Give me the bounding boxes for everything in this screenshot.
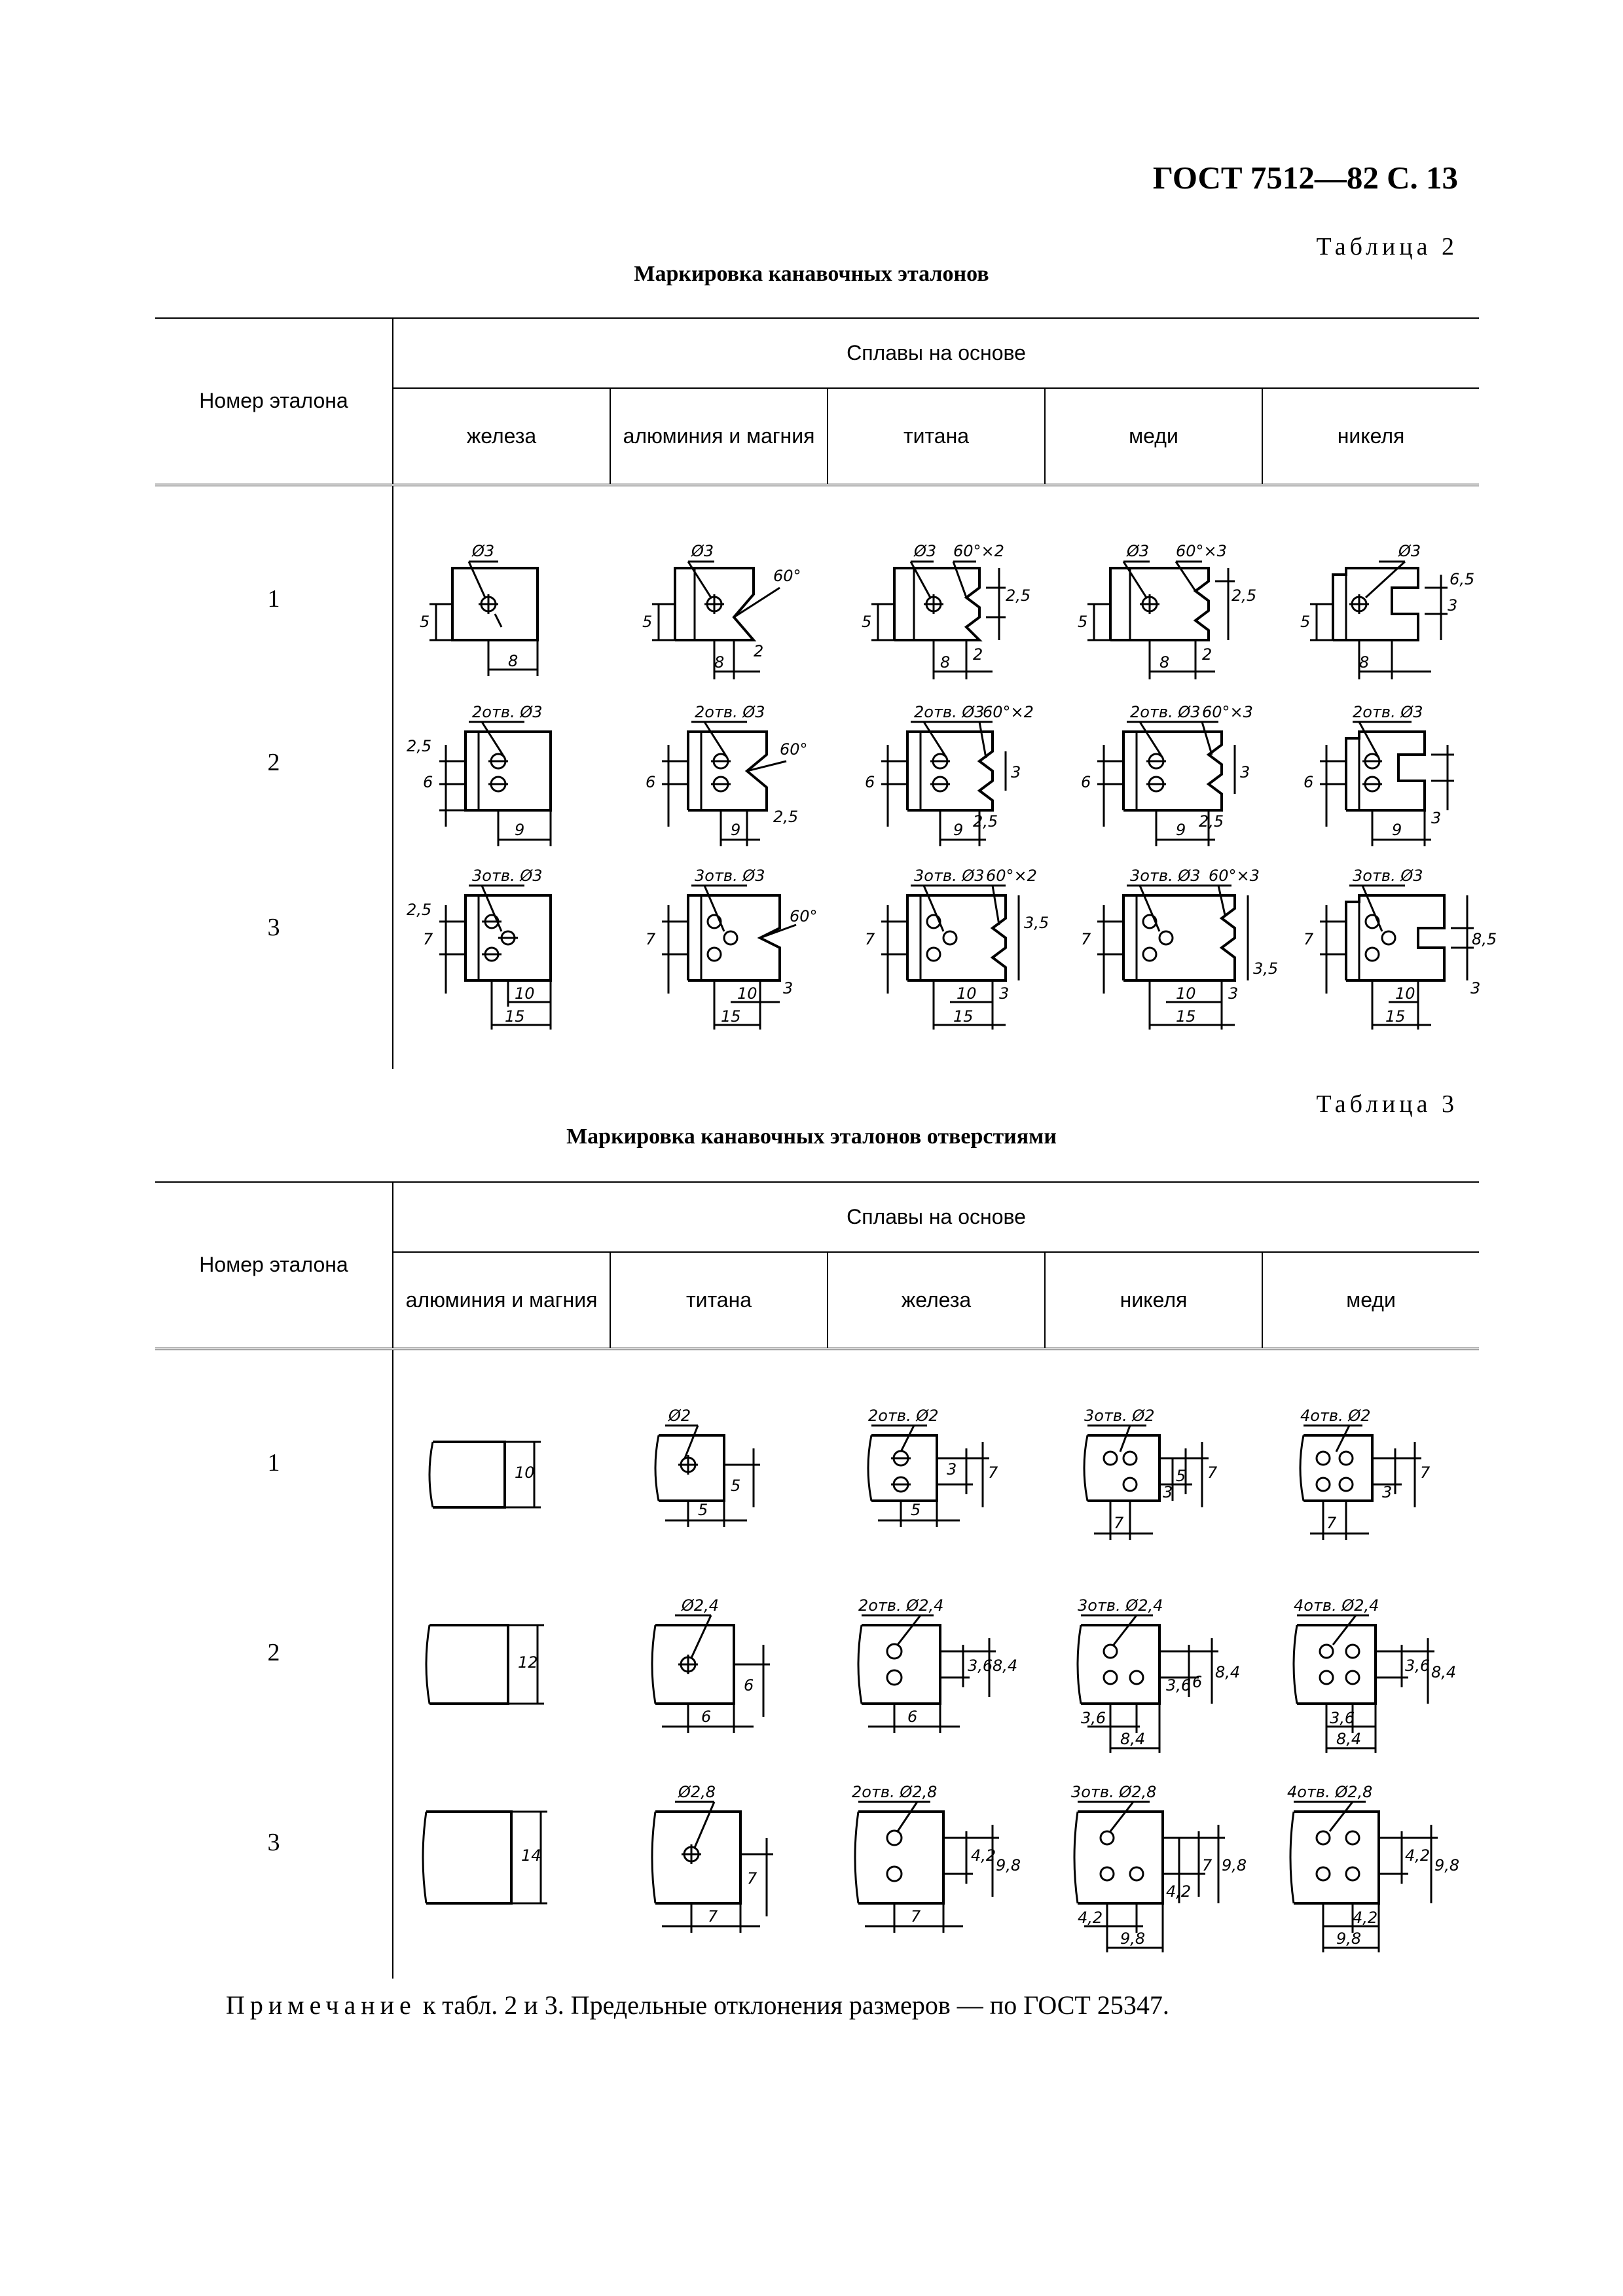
t2-al-r2-angle: 60°	[780, 740, 808, 759]
t2-cu-r1-dia: Ø3	[1127, 542, 1150, 560]
t3-fe-r2-holes: 2отв. Ø2,4	[858, 1596, 944, 1615]
t2-cu-r2-n6: 6	[1081, 773, 1091, 791]
t2-al-r1-n5: 5	[642, 613, 653, 631]
t2-titanium-r3	[865, 867, 1049, 1030]
t2-ni-r1-dia: Ø3	[1398, 542, 1421, 560]
t2-al-r3-angle: 60°	[790, 907, 818, 925]
t2-al-r2-n6: 6	[646, 773, 656, 791]
t2-iron-r3-holes: 3отв. Ø3	[472, 867, 543, 885]
t3-cu-r2-holes: 4отв. Ø2,4	[1294, 1596, 1379, 1615]
t2-iron-r2	[407, 703, 551, 846]
t2-iron-r1-dia: Ø3	[472, 542, 495, 560]
t2-cu-r3-angle: 60°×3	[1209, 867, 1260, 885]
table2-row-numbers	[155, 485, 393, 1069]
t2-iron-r3	[407, 867, 551, 1030]
t3-al-r1	[429, 1442, 541, 1507]
page-header: ГОСТ 7512—82 С. 13	[1152, 160, 1458, 196]
t2-ti-r3-n35: 3,5	[1024, 914, 1049, 932]
table3-header-group: Сплавы на основе	[393, 1182, 1479, 1252]
t2-ni-r3-holes: 3отв. Ø3	[1353, 867, 1423, 885]
table2-label: Таблица 2	[1316, 233, 1458, 260]
t3-ni-r2	[1078, 1596, 1240, 1753]
table2-header-group: Сплавы на основе	[393, 318, 1479, 388]
t2-al-r3-n10: 10	[737, 984, 757, 1003]
table3-drawings	[393, 1349, 1479, 1979]
t2-iron-r2-holes: 2отв. Ø3	[472, 703, 543, 721]
t2-aluminium-r1	[642, 542, 801, 679]
t3-fe-r3-n7: 7	[911, 1907, 921, 1926]
t2-cu-r3-n3: 3	[1228, 984, 1239, 1003]
t2-cu-r2-n3: 3	[1240, 763, 1250, 781]
t2-ti-r3-angle: 60°×2	[986, 867, 1037, 885]
t3-ni-r2-n36b: 3,6	[1081, 1709, 1106, 1727]
t3-ti-r1-dia: Ø2	[668, 1407, 691, 1425]
t2-ni-r1-n8: 8	[1359, 653, 1370, 672]
t3-fe-r1-n5: 5	[911, 1501, 921, 1519]
t2-iron-r2-n9: 9	[515, 821, 525, 839]
table2-header-number: Номер эталона	[155, 318, 393, 485]
table2-col-iron: железа	[393, 388, 610, 485]
t3-fe-r2-n84: 8,4	[993, 1657, 1018, 1675]
t2-cu-r3-holes: 3отв. Ø3	[1130, 867, 1201, 885]
t3-fe-r3-n98: 9,8	[996, 1856, 1021, 1874]
table3-row-numbers	[155, 1349, 393, 1979]
t3-fe-r3	[852, 1783, 1021, 1933]
t3-cu-r3-holes: 4отв. Ø2,8	[1287, 1783, 1373, 1801]
t3-ti-r3-n7: 7	[747, 1869, 757, 1888]
t2-ni-r2-n9: 9	[1392, 821, 1402, 839]
t2-cu-r2-n25: 2,5	[1199, 812, 1224, 831]
t3-ni-r1-n7b: 7	[1114, 1514, 1124, 1532]
table3-row-2: 2	[267, 1639, 280, 1666]
t2-ti-r3-n3: 3	[999, 984, 1010, 1003]
t3-cu-r2-n36: 3,6	[1405, 1657, 1431, 1675]
t3-cu-r1-holes: 4отв. Ø2	[1300, 1407, 1371, 1425]
t2-iron-r3-n25: 2,5	[407, 901, 432, 919]
t3-fe-r1	[868, 1407, 998, 1527]
t3-cu-r2	[1294, 1596, 1456, 1753]
t2-cu-r1-angle: 60°×3	[1176, 542, 1227, 560]
t2-iron-r2-n6: 6	[423, 773, 433, 791]
table3-row-1: 1	[267, 1449, 280, 1477]
t3-ni-r3	[1071, 1783, 1247, 1952]
t3-cu-r1-n7: 7	[1420, 1463, 1431, 1482]
t3-ni-r3-holes: 3отв. Ø2,8	[1071, 1783, 1157, 1801]
t3-ti-r2-dia: Ø2,4	[682, 1596, 720, 1615]
t3-ni-r2-n84: 8,4	[1215, 1663, 1241, 1681]
t2-iron-r3-n10: 10	[515, 984, 535, 1003]
t2-cu-r1-n8: 8	[1159, 653, 1170, 672]
table3-col-iron: железа	[828, 1252, 1045, 1349]
t2-al-r2-holes: 2отв. Ø3	[695, 703, 765, 721]
t3-ti-r3-dia: Ø2,8	[678, 1783, 716, 1801]
t2-iron-r1-n8: 8	[508, 652, 519, 670]
t2-ti-r1-n8: 8	[940, 653, 951, 672]
t2-cu-r3-n15: 15	[1176, 1007, 1196, 1026]
t3-fe-r2-n6: 6	[907, 1708, 918, 1726]
t3-cu-r3	[1287, 1783, 1459, 1952]
t2-copper-r3	[1081, 867, 1278, 1030]
table2-col-nickel: никеля	[1262, 388, 1479, 485]
table2-row-3: 3	[267, 914, 280, 941]
t2-ti-r1-n25: 2,5	[1006, 586, 1031, 605]
t2-ti-r1-n2: 2	[973, 645, 983, 664]
t2-al-r3-n7: 7	[646, 930, 656, 948]
t2-cu-r3-n7: 7	[1081, 930, 1091, 948]
t2-ni-r1-n3: 3	[1448, 596, 1458, 615]
t2-ni-r2-holes: 2отв. Ø3	[1353, 703, 1423, 721]
t2-iron-r1	[420, 542, 538, 676]
t3-ni-r2-holes: 3отв. Ø2,4	[1078, 1596, 1163, 1615]
t2-cu-r1-n2: 2	[1202, 645, 1213, 664]
t2-cu-r3-n10: 10	[1176, 984, 1196, 1003]
t2-ti-r2-n9: 9	[953, 821, 964, 839]
t2-ti-r2-holes: 2отв. Ø3	[914, 703, 985, 721]
footnote	[226, 1990, 1169, 2020]
t3-cu-r3-n98: 9,8	[1434, 1856, 1460, 1874]
t2-nickel-r2	[1304, 703, 1454, 846]
t2-ni-r3-n3: 3	[1470, 979, 1481, 997]
t3-al-r1-n10: 10	[515, 1463, 535, 1482]
t2-ti-r3-n10: 10	[957, 984, 977, 1003]
t3-fe-r3-holes: 2отв. Ø2,8	[852, 1783, 938, 1801]
t2-al-r1-n8: 8	[714, 653, 725, 672]
t3-al-r3	[423, 1812, 547, 1903]
t2-iron-r3-n7: 7	[423, 930, 433, 948]
table3-col-aluminium: алюминия и магния	[393, 1252, 610, 1349]
table3-col-titanium: титана	[610, 1252, 828, 1349]
t2-al-r2-n9: 9	[731, 821, 741, 839]
table3-row-3: 3	[267, 1829, 280, 1856]
table2-row-2: 2	[267, 749, 280, 776]
t3-cu-r3-n98b: 9,8	[1336, 1929, 1362, 1948]
t2-al-r2-n25: 2,5	[773, 808, 799, 826]
table2-row-1: 1	[267, 585, 280, 613]
t2-ti-r1-angle: 60°×2	[953, 542, 1004, 560]
t3-ti-r1	[655, 1407, 760, 1527]
table3-label: Таблица 3	[1316, 1090, 1458, 1118]
t2-ti-r2-n3: 3	[1011, 763, 1021, 781]
t2-cu-r1-n25: 2,5	[1231, 586, 1257, 605]
t3-ti-r3-n7b: 7	[708, 1907, 718, 1926]
t2-cu-r2-n9: 9	[1176, 821, 1186, 839]
t2-ti-r2-angle: 60°×2	[983, 703, 1034, 721]
t3-cu-r1-n7b: 7	[1326, 1514, 1337, 1532]
table2-drawings-svg	[393, 486, 1497, 1069]
t3-ti-r1-n5b: 5	[698, 1501, 708, 1519]
t3-fe-r1-holes: 2отв. Ø2	[868, 1407, 939, 1425]
t2-copper-r2	[1081, 703, 1253, 846]
t3-ni-r2-n84b: 8,4	[1120, 1730, 1146, 1748]
t3-fe-r2-n36: 3,6	[968, 1657, 993, 1675]
t2-al-r1-dia: Ø3	[691, 542, 714, 560]
t3-ti-r2-n6b: 6	[701, 1708, 712, 1726]
t2-ti-r1-n5: 5	[862, 613, 872, 631]
table2-col-aluminium: алюминия и магния	[610, 388, 828, 485]
table2	[155, 317, 1497, 1069]
t3-ni-r3-n7: 7	[1202, 1856, 1213, 1874]
t2-ti-r3-holes: 3отв. Ø3	[914, 867, 985, 885]
t2-ni-r3-n7: 7	[1304, 930, 1314, 948]
t3-fe-r1-n3: 3	[947, 1460, 957, 1479]
t2-ti-r1-dia: Ø3	[914, 542, 937, 560]
t3-cu-r3-n42: 4,2	[1405, 1846, 1431, 1865]
table2-title: Маркировка канавочных эталонов	[634, 262, 989, 286]
t2-al-r3-holes: 3отв. Ø3	[695, 867, 765, 885]
t3-ni-r1-n3: 3	[1163, 1483, 1173, 1501]
t2-ni-r1-n5: 5	[1300, 613, 1311, 631]
table2-col-titanium: титана	[828, 388, 1045, 485]
t3-ni-r3-n98b: 9,8	[1120, 1929, 1146, 1948]
t3-ti-r3	[652, 1783, 773, 1933]
t2-titanium-r2	[865, 703, 1034, 846]
t2-ti-r3-n7: 7	[865, 930, 875, 948]
t2-ni-r1-n65: 6,5	[1450, 570, 1475, 588]
t3-al-r3-n14: 14	[521, 1846, 541, 1865]
t2-nickel-r1	[1300, 542, 1474, 679]
t2-al-r3-n15: 15	[721, 1007, 741, 1026]
table3-col-copper: меди	[1262, 1252, 1479, 1349]
t2-ni-r2-n6: 6	[1304, 773, 1314, 791]
t2-ni-r3-n15: 15	[1385, 1007, 1406, 1026]
t2-ni-r3-n85: 8,5	[1472, 930, 1497, 948]
table3-header-number: Номер эталона	[155, 1182, 393, 1349]
t3-ti-r1-n5: 5	[731, 1477, 741, 1495]
t3-cu-r2-n84b: 8,4	[1336, 1730, 1362, 1748]
t2-cu-r1-n5: 5	[1078, 613, 1088, 631]
t3-ni-r1-n7: 7	[1207, 1463, 1218, 1482]
t3-ti-r2	[652, 1596, 770, 1733]
t2-copper-r1	[1078, 542, 1256, 679]
t2-iron-r2-n25: 2,5	[407, 737, 432, 755]
table3-title: Маркировка канавочных эталонов отверстиями	[566, 1124, 1057, 1149]
table2-col-copper: меди	[1045, 388, 1262, 485]
table3-drawings-svg	[393, 1350, 1480, 1979]
table3-col-nickel: никеля	[1045, 1252, 1262, 1349]
t3-ni-r2-n6: 6	[1192, 1673, 1203, 1691]
footnote-prefix: Примечание	[226, 1990, 416, 2020]
t3-cu-r1	[1300, 1407, 1431, 1540]
t3-al-r2	[426, 1625, 544, 1704]
t3-ni-r3-n98: 9,8	[1222, 1856, 1247, 1874]
t3-cu-r1-n3: 3	[1382, 1483, 1393, 1501]
t3-ni-r1	[1084, 1407, 1218, 1540]
t2-ni-r2-n3: 3	[1431, 809, 1442, 827]
t2-aluminium-r2	[646, 703, 808, 846]
t2-iron-r1-n5: 5	[420, 613, 430, 631]
t2-cu-r2-angle: 60°×3	[1202, 703, 1253, 721]
t3-fe-r2	[858, 1596, 1017, 1733]
t3-ni-r3-n42: 4,2	[1166, 1882, 1192, 1901]
t2-al-r3-n3: 3	[783, 979, 793, 997]
t3-cu-r3-n42b: 4,2	[1353, 1909, 1378, 1927]
footnote-text: к табл. 2 и 3. Предельные отклонения размеров — по ГОСТ 25347.	[416, 1990, 1169, 2020]
t2-ti-r2-n25: 2,5	[973, 812, 998, 831]
t3-al-r2-n12: 12	[518, 1653, 538, 1672]
t3-fe-r3-n42: 4,2	[971, 1846, 996, 1865]
table3	[155, 1181, 1479, 1979]
t2-nickel-r3	[1304, 867, 1497, 1030]
t3-fe-r1-n7: 7	[988, 1463, 998, 1482]
t3-ni-r1-n5: 5	[1176, 1467, 1186, 1485]
t3-ni-r1-holes: 3отв. Ø2	[1084, 1407, 1155, 1425]
t2-cu-r3-n35: 3,5	[1253, 960, 1279, 978]
t2-al-r1-n2: 2	[754, 642, 764, 660]
t2-cu-r2-holes: 2отв. Ø3	[1130, 703, 1201, 721]
t2-iron-r3-n15: 15	[505, 1007, 525, 1026]
t3-ni-r2-n36: 3,6	[1166, 1676, 1192, 1695]
t2-titanium-r1	[862, 542, 1030, 679]
t2-al-r1-angle: 60°	[773, 567, 801, 585]
t3-ni-r3-n42b: 4,2	[1078, 1909, 1103, 1927]
t2-ni-r3-n10: 10	[1395, 984, 1415, 1003]
t2-aluminium-r3	[646, 867, 818, 1030]
table2-drawings	[393, 485, 1497, 1069]
t2-ti-r3-n15: 15	[953, 1007, 974, 1026]
t2-ti-r2-n6: 6	[865, 773, 875, 791]
t3-cu-r2-n36b: 3,6	[1330, 1709, 1355, 1727]
t3-ti-r2-n6: 6	[744, 1676, 754, 1695]
t3-cu-r2-n84: 8,4	[1431, 1663, 1457, 1681]
